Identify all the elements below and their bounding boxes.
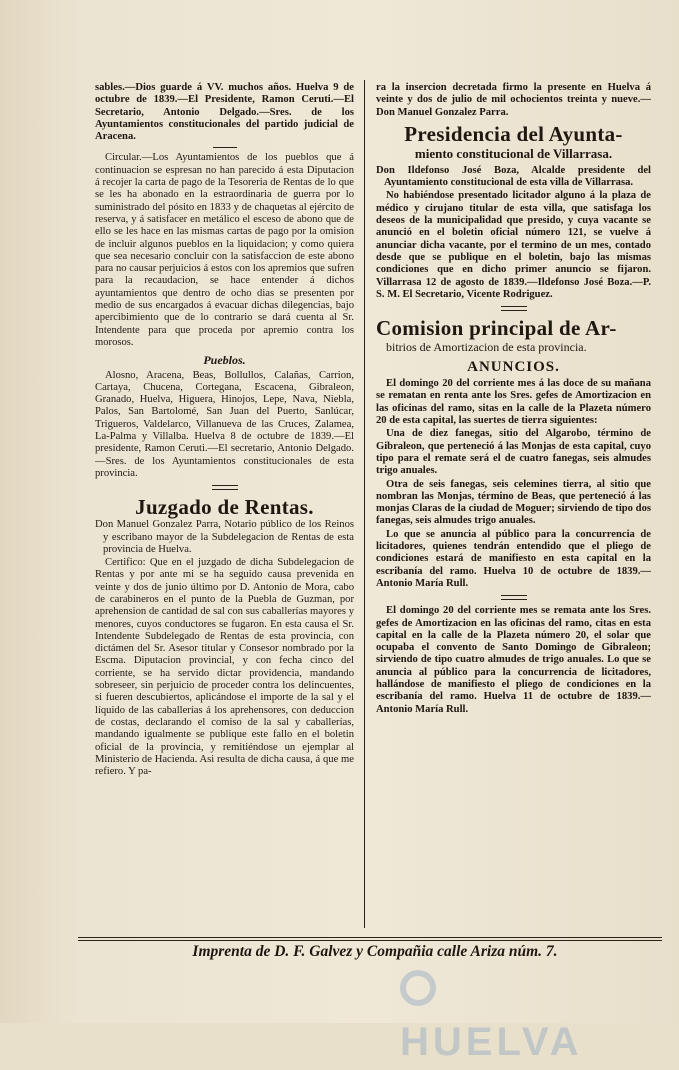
left-column [95, 82, 354, 932]
remate-paragraph: El domingo 20 del corriente mes á las doce de su mañana se rematan en renta ante los Sres. gefes de Amortizacion en las oficinas del ramo, sitas en la calle de la Plazeta número 20 de esta capital, las suertes de tierra siguientes: [376, 378, 651, 427]
imprint-footer: Imprenta de D. F. Galvez y Compañia calle Ariza núm. 7. [192, 943, 558, 960]
presidencia-heading: Presidencia del Ayunta- [404, 121, 623, 146]
right-column [376, 82, 651, 932]
pueblos-list-paragraph: Alosno, Aracena, Beas, Bollullos, Calañas, Carrion, Cartaya, Chucena, Cortegana, Escacena, Gibraleon, Granado, Huelva, Higuera, Hinojos, Lepe, Nava, Niebla, Palos, San Bartolomé, San Juan del Puerto, Sanlúcar, Trigueros, Valdelarco, Villanueva de las Cruces, Zalamea, La-Palma y Villalba. Huelva 8 de octubre de 1839.—El presidente, Ramon Ceruti.—El secretario, Antonio Delgado.—Sres. de los Ayuntamientos constitucionales de esta provincia. [95, 369, 354, 479]
anuncios-heading: ANUNCIOS. [467, 359, 560, 376]
certifico-paragraph: Certifico: Que en el juzgado de dicha Subdelegacion de Rentas y por ante mi se ha seguido causa prevenida en veinte y dos de junio último por D. Antonio de Mora, cabo de carabineros en el punto de la Puebla de Guzman, por aprehension de cantidad de sal con sus caballerías mayores y menores, cuyos conductores se fugaron. En esta causa el Sr. Intendente Subdelegado de Rentas de esta provincia, con dictámen del Sr. Asesor titular y Consesor nombrado por la Escma. Diputacion provincial, y con fecha cinco del corriente, se ha servido dictar providencia, mandando sobreseer, sin perjuicio de proceder contra los delincuentes, si fueren descubiertos, aplicándose el importe de la sal y el líquido de las caballerías á los aprehensores, con deduccion de costas, declarando el comiso de la sal y caballerías, mandando igualmente se publique este fallo en el boletin oficial de la provincia, y remitiéndose un ejemplar al Ministerio de Hacienda. Asi resulta de dicha causa, á que me refiero. Y pa- [95, 557, 354, 778]
archive-watermark [400, 958, 620, 1064]
closing-paragraph: sables.—Dios guarde á VV. muchos años. Huelva 9 de octubre de 1839.—El Presidente, Ramon Ceruti.—El Secretario, Antonio Delgado.—Sres. de los Ayuntamientos constitucionales del partido judicial de Aracena. [95, 82, 354, 143]
section-double-rule [501, 306, 527, 311]
comision-heading: Comision principal de Ar- [376, 316, 617, 341]
circular-paragraph: Circular.—Los Ayuntamientos de los pueblos que á continuacion se espresan no han parecido á esta Diputacion á recojer la carta de pago de la Tesoreria de Rentas de lo que se les ha abonado en la estraordinaria de guerra por lo suministrado del pósito en 1833 y de chaquetas al ejército de reserva, y á satisfacer en metálico el esceso de abono que de ello se les hace en las mismas cartas de pago por la omision de incluir algunos pueblos en la liquidacion; y como quiera que sea necesario concluir con la satisfaccion de este abono para no causar perjuicios á estos con los apremios que sufren para la recaudacion, se hace entender á dichos ayuntamientos que dentro de ocho dias se presenten por medio de sus encargados á evacuar dichas dilegencias, bajo apercibimiento que de lo contrario se dará cuenta al Sr. Intendente para que proceda por apremio contra los morosos. [95, 152, 354, 348]
alcalde-intro-paragraph: Don Ildefonso José Boza, Alcalde presidente del Ayuntamiento constitucional de esta villa de Villarrasa. [376, 164, 651, 189]
watermark-text: HUELVA [400, 1020, 583, 1064]
section-double-rule [501, 595, 527, 600]
juzgado-heading: Juzgado de Rentas. [135, 495, 314, 520]
pueblos-heading: Pueblos. [203, 353, 246, 368]
presidencia-subheading: miento constitucional de Villarrasa. [414, 145, 613, 161]
monjas-paragraph: Otra de seis fanegas, seis celemines tierra, al sitio que nombran las Monjas, término de Beas, que perteneció á las monjas Claras de la ciudad de Moguer; sirviendo de tipo dos fanegas, seis almudes trigo anuales. [376, 478, 651, 527]
continuation-paragraph: ra la insercion decretada firmo la presente en Huelva á veinte y dos de julio de mil ochocientos treinta y nueve.—Don Manuel Gonzalez Parra. [376, 82, 651, 118]
vacante-paragraph: No habiéndose presentado licitador alguno á la plaza de médico y cirujano titular de esta villa, que satisfaga los deseos de la municipalidad que presido, y cuya vacante se anunció en el boletin oficial número 121, se vuelve á anunciar dicha vacante, por el termino de un mes, contado desde que se publique en el boletin, bajo las mismas condiciones que en dicho primer anuncio se fijaron. Villarrasa 12 de agosto de 1839.—Ildefonso José Boza.—P. S. M. El Secretario, Vicente Rodriguez. [376, 190, 651, 300]
column-divider [364, 80, 365, 928]
comision-subheading: bitrios de Amortizacion de esta provincia. [386, 340, 587, 355]
solar-paragraph: El domingo 20 del corriente mes se remata ante los Sres. gefes de Amortizacion en las oficinas del ramo, citas en esta capital en la calle de la Plazeta número 20, el solar que ocupaba el convento de Santo Domingo de Gibraleon; sirviendo de tipo cuatro almudes de trigo anuales. Lo que se anuncia al público para la concurrencia de licitadores, hallándose de manifiesto el pliego de condiciones en la escribanía del ramo. Huelva 11 de octubre de 1839.—Antonio María Rull. [376, 605, 651, 715]
watermark-logo-icon [400, 970, 436, 1006]
footer-rule [78, 937, 662, 941]
algarobo-paragraph: Una de diez fanegas, sitio del Algarobo, término de Gibraleon, que perteneció á las Monjas de esta capital, cuyo tipo para el remate será el de cuatro fanegas, seis almudes trigo anuales. [376, 428, 651, 477]
notary-intro-paragraph: Don Manuel Gonzalez Parra, Notario público de los Reinos y escribano mayor de la Subdelegacion de Rentas de esta provincia de Huelva. [95, 519, 354, 555]
section-rule [213, 147, 237, 148]
section-double-rule [212, 485, 238, 490]
licitadores-paragraph: Lo que se anuncia al público para la concurrencia de licitadores, quienes tendrán entendido que el pliego de condiciones estará de manifiesto en esta capital en la escribanía del ramo. Huelva 10 de octubre de 1839.—Antonio María Rull. [376, 528, 651, 589]
